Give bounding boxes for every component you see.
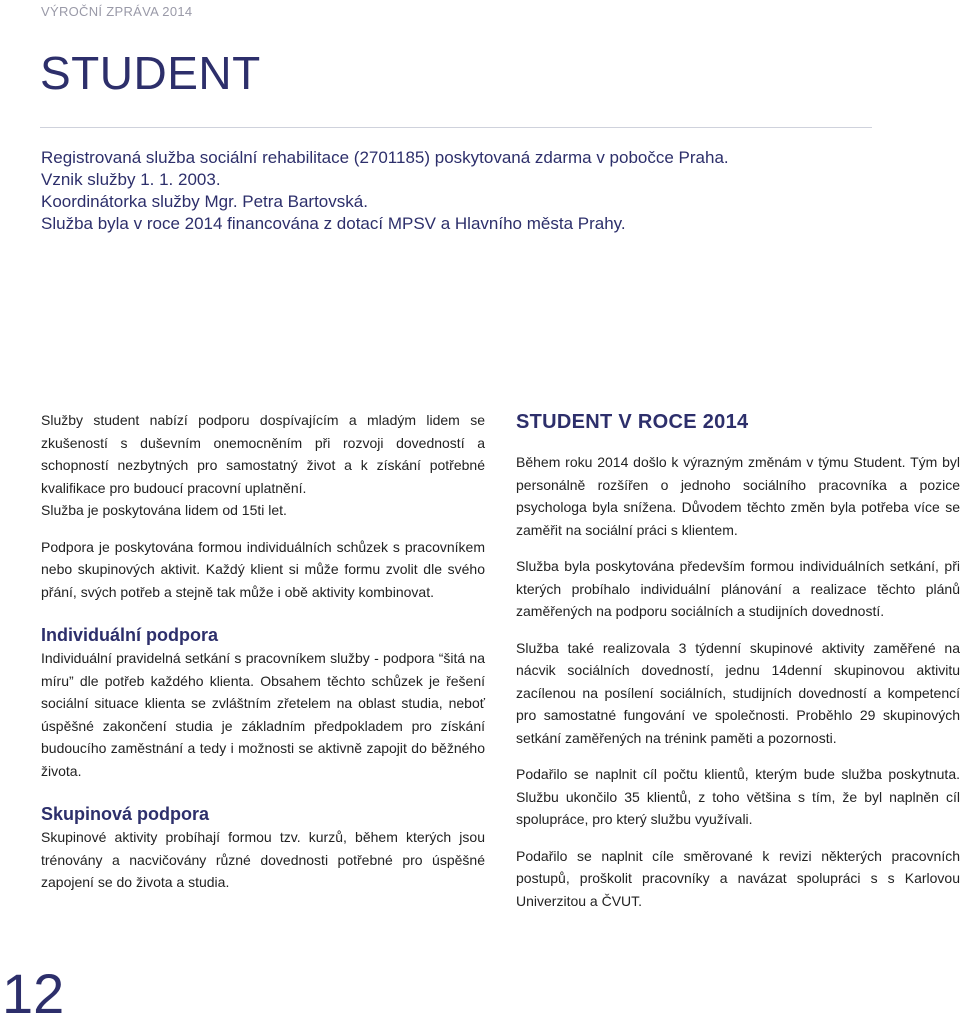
year-section-heading: STUDENT V ROCE 2014 [516,411,749,433]
support-forms-paragraph: Podpora je poskytována formou individuálních schůzek s pracovníkem nebo skupinových aktivit. Každý klient si může formu zvolit dle svého přání, svých potřeb a stejně tak může i obě aktivity kombinovat. [41,538,485,600]
group-activities-paragraph: Služba také realizovala 3 týdenní skupinové aktivity zaměřené na nácvik sociálních dovedností, jednu 14denní skupinovou aktivitu zacílenou na posílení sociálních, studijních dovedností a kompetencí pro samostatné fungování ve společnosti. Proběhlo 29 skupinových setkání zaměřených na trénink paměti a pozornosti. [516,639,960,746]
group-support-text: Skupinové aktivity probíhají formou tzv. kurzů, během kterých jsou trénovány a nacvičovány různé dovednosti potřebné pro úspěšné zapojení se do života a studia. [41,829,485,890]
cooperation-paragraph: Podařilo se naplnit cíle směrované k revizi některých pracovních postupů, proškolit pracovníky a navázat spolupráci s s Karlovou Univerzitou a ČVUT. [516,847,960,909]
intro-line-coordinator: Koordinátorka služby Mgr. Petra Bartovská. [41,192,368,211]
service-description: Služby student nabízí podporu dospívajícím a mladým lidem se zkušeností s duševním onemocněním při rozvoji dovedností a schopností nezbytných pro samostatný život a k získání potřebné kvalifikace pro budoucí pracovní uplatnění. [41,412,485,496]
report-header-label: VÝROČNÍ ZPRÁVA 2014 [41,4,193,19]
service-intro [41,147,871,235]
team-changes-paragraph: Během roku 2014 došlo k výrazným změnám v týmu Student. Tým byl personálně rozšířen o jednoho sociálního pracovníka a pozice psychologa byla snížena. Důvodem těchto změn byla potřeba více se zaměřit na sociální práci s klientem. [516,454,960,538]
individual-support-heading: Individuální podpora [41,625,218,645]
page-number: 12 [2,962,65,1025]
title-divider [40,127,872,128]
left-column [41,409,485,894]
client-goals-paragraph: Podařilo se naplnit cíl počtu klientů, kterým bude služba poskytnuta. Službu ukončilo 35 klientů, z toho většina s tím, že byl naplněn cíl spolupráce, pro který službu využívali. [516,766,960,827]
individual-support-text: Individuální pravidelná setkání s pracovníkem služby - podpora “šitá na míru” dle potřeb každého klienta. Obsahem těchto schůzek je řešení sociální situace klienta se zvláštním zřetelem na oblast studia, neboť úspěšné zakončení studia je základním předpokladem pro získání budoucího zaměstnání a tedy i možnosti se aktivně zapojit do běžného života. [41,650,485,779]
page-title: STUDENT [40,47,261,99]
age-eligibility: Služba je poskytována lidem od 15ti let. [41,502,287,518]
intro-line-funding: Služba byla v roce 2014 financována z dotací MPSV a Hlavního města Prahy. [41,214,626,233]
intro-line-founded: Vznik služby 1. 1. 2003. [41,170,221,189]
group-support-heading: Skupinová podpora [41,804,210,824]
intro-line-registration: Registrovaná služba sociální rehabilitace (2701185) poskytovaná zdarma v pobočce Praha. [41,148,729,167]
right-column [516,409,960,912]
individual-meetings-paragraph: Služba byla poskytována především formou individuálních setkání, při kterých probíhalo individuální plánování a realizace těchto plánů zaměřených na podporu sociálních a studijních dovedností. [516,558,960,619]
